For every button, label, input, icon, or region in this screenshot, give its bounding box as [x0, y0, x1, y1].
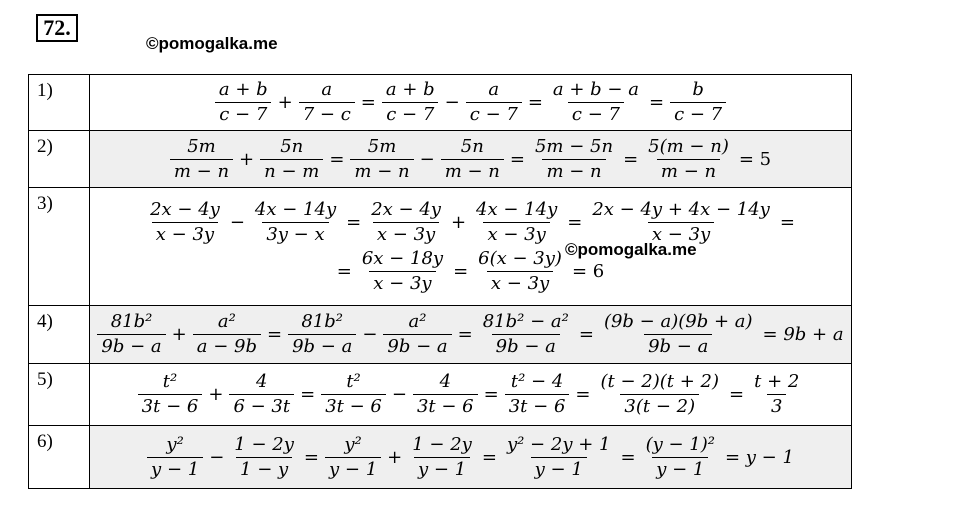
denominator: y − 1: [325, 457, 381, 481]
denominator: 9b − a: [288, 334, 356, 358]
numerator: (t − 2)(t + 2): [600, 371, 720, 392]
denominator: 7 − c: [299, 102, 355, 126]
fraction: [382, 79, 439, 126]
result-term: = y − 1: [724, 446, 794, 468]
solution-row: [29, 426, 852, 489]
fraction: [383, 311, 451, 358]
operator: =: [648, 92, 665, 113]
operator: =: [527, 92, 543, 113]
denominator: m − n: [170, 159, 233, 183]
row-expression: [90, 306, 852, 364]
operator: +: [450, 211, 467, 233]
numerator: 5m − 5n: [534, 135, 614, 157]
numerator: 4x − 14y: [254, 198, 337, 220]
numerator: 4x − 14y: [476, 198, 558, 220]
operator: =: [779, 211, 795, 233]
operator: =: [483, 384, 499, 405]
numerator: y² − 2y + 1: [506, 433, 611, 455]
denominator: n − m: [260, 159, 323, 183]
numerator: 1 − 2y: [234, 433, 294, 455]
row-expression: [90, 75, 852, 131]
fraction: [260, 136, 323, 183]
expression-line: [90, 371, 851, 418]
numerator: 81b²: [110, 311, 153, 332]
operator: −: [209, 446, 225, 468]
row-label: 6): [29, 426, 90, 489]
fraction: [170, 136, 233, 183]
numerator: 2x − 4y: [371, 198, 441, 220]
numerator: 5n: [460, 135, 484, 157]
numerator: a: [321, 79, 333, 100]
denominator: m − n: [657, 159, 720, 183]
row-expression: [90, 426, 852, 489]
denominator: c − 7: [568, 102, 624, 126]
denominator: x − 3y: [648, 222, 714, 246]
denominator: 1 − y: [236, 457, 292, 481]
solution-row: [29, 364, 852, 426]
operator: −: [229, 211, 245, 233]
numerator: a²: [408, 311, 427, 332]
denominator: 3t − 6: [505, 394, 570, 418]
row-expression: [90, 188, 852, 306]
operator: =: [300, 384, 316, 405]
fraction: [670, 79, 726, 126]
operator: =: [336, 260, 352, 282]
denominator: y − 1: [652, 457, 708, 481]
numerator: a + b − a: [552, 79, 639, 100]
operator: =: [729, 384, 745, 405]
operator: +: [208, 384, 224, 405]
denominator: y − 1: [414, 457, 470, 481]
denominator: x − 3y: [152, 222, 218, 246]
numerator: 5(m − n): [648, 135, 729, 157]
row-expression: [90, 364, 852, 426]
row-label: 1): [29, 75, 90, 131]
denominator: x − 3y: [483, 222, 549, 246]
denominator: 3: [767, 394, 786, 418]
operator: −: [444, 92, 460, 113]
fraction: [441, 136, 504, 183]
fraction: [644, 136, 733, 183]
row-expression: [90, 131, 852, 188]
numerator: (y − 1)²: [645, 433, 715, 455]
fraction: [215, 79, 272, 126]
fraction: [549, 79, 643, 126]
numerator: t + 2: [754, 371, 800, 392]
expression-line: [90, 311, 851, 358]
numerator: a²: [217, 311, 236, 332]
fraction: [288, 311, 356, 358]
fraction: [642, 434, 719, 481]
numerator: t²: [346, 371, 361, 392]
fraction: [229, 371, 294, 418]
operator: =: [623, 148, 639, 170]
numerator: b: [692, 79, 704, 100]
operator: =: [575, 384, 591, 405]
operator: =: [567, 211, 583, 233]
denominator: y − 1: [531, 457, 587, 481]
operator: =: [457, 324, 473, 345]
row-label: 5): [29, 364, 90, 426]
numerator: 5m: [367, 135, 397, 157]
numerator: y²: [344, 433, 362, 455]
denominator: 9b − a: [97, 334, 165, 358]
fraction: [466, 79, 522, 126]
numerator: t² − 4: [510, 371, 564, 392]
solution-row: [29, 131, 852, 188]
operator: +: [277, 92, 293, 113]
denominator: x − 3y: [373, 222, 439, 246]
fraction: [325, 434, 381, 481]
expression-line: [90, 199, 851, 246]
numerator: t²: [162, 371, 178, 392]
fraction: [503, 434, 615, 481]
numerator: 5n: [280, 135, 304, 157]
denominator: x − 3y: [369, 271, 435, 295]
numerator: 4: [439, 371, 452, 392]
denominator: c − 7: [670, 102, 726, 126]
operator: =: [578, 324, 594, 345]
fraction: [750, 371, 803, 418]
solution-row: [29, 188, 852, 306]
fraction: [588, 199, 773, 246]
fraction: [413, 371, 478, 418]
operator: +: [387, 446, 403, 468]
denominator: c − 7: [215, 102, 271, 126]
operator: =: [509, 148, 525, 170]
fraction: [367, 199, 445, 246]
fraction: [97, 311, 165, 358]
numerator: a + b: [385, 79, 435, 100]
fraction: [138, 371, 203, 418]
operator: +: [239, 148, 255, 170]
operator: = 6: [571, 260, 605, 282]
fraction: [321, 371, 386, 418]
fraction: [505, 371, 570, 418]
denominator: c − 7: [466, 102, 522, 126]
result-term: = 9b + a: [762, 324, 844, 345]
operator: +: [171, 324, 187, 345]
expression-line: [90, 434, 851, 481]
fraction: [251, 199, 340, 246]
operator: −: [391, 384, 407, 405]
watermark: ©pomogalka.me: [146, 34, 278, 53]
numerator: 81b²: [301, 311, 344, 332]
operator: =: [303, 446, 319, 468]
fraction: [358, 248, 447, 295]
fraction: [146, 199, 224, 246]
fraction: [299, 79, 355, 126]
fraction: [472, 199, 561, 246]
fraction: [474, 248, 566, 295]
numerator: 4: [256, 371, 268, 392]
denominator: 3y − x: [262, 222, 328, 246]
problem-number: 72.: [36, 14, 78, 42]
solution-row: [29, 306, 852, 364]
denominator: 9b − a: [644, 334, 712, 358]
numerator: y²: [166, 433, 184, 455]
row-label: 2): [29, 131, 90, 188]
solution-table: [28, 74, 852, 489]
operator: =: [620, 446, 636, 468]
denominator: m − n: [542, 159, 605, 183]
denominator: m − n: [350, 159, 413, 183]
fraction: [600, 311, 757, 358]
denominator: 9b − a: [383, 334, 451, 358]
expression-line: [90, 136, 851, 183]
fraction: [479, 311, 573, 358]
numerator: 5m: [187, 135, 216, 157]
operator: =: [266, 324, 283, 345]
operator: −: [419, 148, 435, 170]
denominator: 3t − 6: [413, 394, 478, 418]
row-label: 4): [29, 306, 90, 364]
fraction: [350, 136, 413, 183]
denominator: x − 3y: [487, 271, 553, 295]
solution-row: [29, 75, 852, 131]
numerator: 2x − 4y: [150, 198, 220, 220]
denominator: 3(t − 2): [620, 394, 699, 418]
numerator: 6(x − 3y): [478, 247, 562, 269]
fraction: [597, 371, 724, 418]
denominator: 3t − 6: [138, 394, 203, 418]
operator: −: [362, 324, 378, 345]
denominator: 3t − 6: [321, 394, 386, 418]
expression-line: [90, 248, 851, 295]
denominator: a − 9b: [193, 334, 261, 358]
expression-line: [90, 79, 851, 126]
row-label: 3): [29, 188, 90, 306]
operator: = 5: [738, 148, 772, 170]
watermark-inline: ©pomogalka.me: [565, 240, 697, 259]
operator: =: [329, 148, 345, 170]
fraction: [147, 434, 203, 481]
numerator: 6x − 18y: [361, 247, 444, 269]
numerator: a + b: [218, 79, 268, 100]
denominator: y − 1: [147, 457, 203, 481]
operator: =: [481, 446, 497, 468]
fraction: [193, 311, 261, 358]
fraction: [230, 434, 298, 481]
numerator: (9b − a)(9b + a): [603, 311, 753, 332]
denominator: 9b − a: [492, 334, 560, 358]
fraction: [531, 136, 617, 183]
numerator: 81b² − a²: [482, 311, 569, 332]
operator: =: [453, 260, 469, 282]
numerator: 2x − 4y + 4x − 14y: [592, 198, 770, 220]
denominator: c − 7: [382, 102, 438, 126]
operator: =: [360, 92, 376, 113]
operator: =: [346, 211, 362, 233]
denominator: m − n: [441, 159, 504, 183]
numerator: 1 − 2y: [412, 433, 472, 455]
denominator: 6 − 3t: [229, 394, 294, 418]
numerator: a: [488, 79, 500, 100]
fraction: [408, 434, 476, 481]
